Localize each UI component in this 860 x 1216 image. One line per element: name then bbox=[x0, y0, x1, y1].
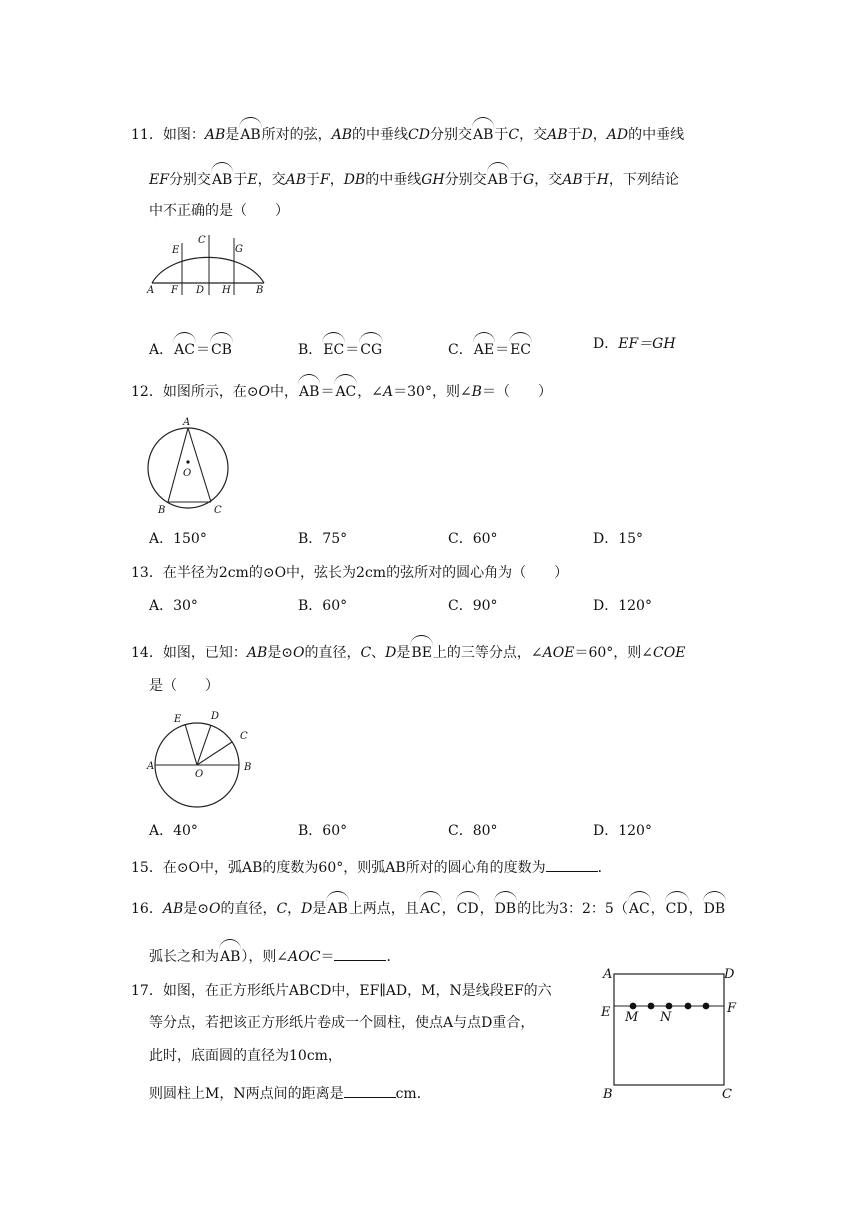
q14-var: AB bbox=[246, 645, 268, 661]
fig-label: H bbox=[222, 285, 231, 296]
q16-text: 16． bbox=[131, 901, 163, 917]
q11-text: ，交 bbox=[257, 172, 286, 188]
arc-label: AC bbox=[174, 342, 195, 358]
arc-symbol bbox=[174, 334, 195, 360]
q16-text: ． bbox=[386, 949, 401, 965]
arc-symbol bbox=[335, 376, 356, 402]
arc-symbol bbox=[629, 893, 650, 919]
q13-option-a[interactable]: A．30° bbox=[149, 598, 198, 614]
q11-var: C bbox=[508, 127, 520, 143]
q14-option-b[interactable]: B．60° bbox=[298, 823, 348, 839]
arc-symbol bbox=[360, 334, 382, 360]
q12-var: A bbox=[383, 384, 394, 400]
q11-text: ，交 bbox=[519, 127, 548, 143]
q11-text: 于 bbox=[582, 172, 597, 188]
q12-option-a[interactable]: A．150° bbox=[149, 531, 207, 547]
q11-text: 的中垂线 bbox=[365, 172, 422, 188]
q13-option-d[interactable]: D．120° bbox=[593, 598, 652, 614]
q11-var: GH bbox=[421, 172, 445, 188]
fig-label: C bbox=[198, 235, 206, 246]
q11-text: 于 bbox=[509, 172, 524, 188]
arc-label: AB bbox=[472, 127, 494, 143]
fig-label: N bbox=[660, 1010, 672, 1025]
q11-text: 于 bbox=[233, 172, 248, 188]
q11-text: 于 bbox=[494, 127, 509, 143]
q15-text: ． bbox=[597, 860, 612, 876]
q11-line3: 中不正确的是（ ） bbox=[149, 203, 289, 219]
arc-label: EC bbox=[323, 342, 345, 358]
q16-text: 弧长之和为 bbox=[149, 949, 219, 965]
answer-blank[interactable] bbox=[546, 857, 598, 872]
option-text: ＝ bbox=[345, 342, 360, 358]
q14-text: 是⊙ bbox=[267, 645, 293, 661]
fig-label: B bbox=[603, 1087, 613, 1102]
arc-symbol bbox=[474, 334, 494, 360]
q11-var: AB bbox=[285, 172, 306, 188]
arc-symbol bbox=[420, 893, 441, 919]
q11-text: 的中垂线 bbox=[352, 127, 409, 143]
arc-label: EC bbox=[510, 342, 531, 358]
arc-symbol bbox=[411, 637, 432, 663]
option-letter: D． bbox=[593, 336, 619, 352]
fig-label: O bbox=[183, 468, 192, 479]
fig-label: D bbox=[196, 285, 205, 296]
q11-text: 所对的弦， bbox=[261, 127, 332, 143]
arc-symbol bbox=[327, 893, 347, 919]
arc-symbol bbox=[457, 893, 479, 919]
q17-text: cm． bbox=[395, 1086, 431, 1102]
arc-symbol bbox=[299, 376, 319, 402]
q17-text: 则圆柱上M，N两点间的距离是 bbox=[149, 1086, 344, 1102]
arc-symbol bbox=[240, 119, 260, 145]
q11-text: 于 bbox=[567, 127, 582, 143]
q11-text: 分别交 bbox=[429, 127, 472, 143]
fig-label: A bbox=[183, 417, 191, 428]
fig-label: C bbox=[214, 505, 222, 516]
arc-label: AC bbox=[628, 901, 650, 917]
q14-text: 、 bbox=[371, 645, 386, 661]
q11-figure bbox=[146, 233, 276, 298]
q11-text: 分别交 bbox=[168, 172, 211, 188]
arc-symbol bbox=[495, 893, 517, 919]
fig-label: O bbox=[195, 769, 204, 780]
fig-label: A bbox=[147, 761, 155, 772]
q12-text: 12．如图所示，在⊙ bbox=[131, 384, 259, 400]
q16-var: O bbox=[208, 901, 221, 917]
q16-text: 的比为3：2：5（ bbox=[517, 901, 628, 917]
arc-label: AC bbox=[419, 901, 441, 917]
q11-var: AD bbox=[606, 127, 629, 143]
q16-text: 上两点，且 bbox=[348, 901, 419, 917]
fig-label: D bbox=[724, 967, 735, 982]
q12-figure bbox=[143, 416, 243, 516]
q14-figure bbox=[145, 708, 260, 808]
q16-text: ），则∠ bbox=[241, 949, 289, 965]
arc-label: AB bbox=[211, 172, 233, 188]
q13-stem: 13．在半径为2cm的⊙O中，弦长为2cm的弦所对的圆心角为（ ） bbox=[131, 565, 569, 581]
q16-text: ， bbox=[441, 901, 456, 917]
arc-symbol bbox=[704, 893, 726, 919]
q17-line2: 等分点，若把该正方形纸片卷成一个圆柱，使点A与点D重合， bbox=[149, 1015, 535, 1031]
arc-label: BE bbox=[411, 645, 432, 661]
arc-symbol bbox=[220, 941, 240, 967]
fig-label: F bbox=[727, 1001, 737, 1016]
q14-option-c[interactable]: C．80° bbox=[448, 823, 498, 839]
option-letter: A． bbox=[149, 342, 174, 358]
q12-text: ＝30°，则∠ bbox=[393, 384, 472, 400]
q12-text: ＝ bbox=[320, 384, 335, 400]
q16-text: 是⊙ bbox=[183, 901, 209, 917]
q14-text: 上的三等分点，∠ bbox=[432, 645, 543, 661]
q14-var: D bbox=[385, 645, 397, 661]
fig-label: M bbox=[625, 1010, 639, 1025]
q17-line3: 此时，底面圆的直径为10cm， bbox=[149, 1048, 342, 1064]
q16-var: C bbox=[276, 901, 288, 917]
q16-line1 bbox=[131, 893, 726, 919]
q11-text: 是 bbox=[225, 127, 240, 143]
q11-var: G bbox=[523, 172, 535, 188]
q14-var: AOE bbox=[542, 645, 575, 661]
q11-var: E bbox=[247, 172, 258, 188]
q12-stem bbox=[131, 376, 552, 402]
q16-text: ， bbox=[650, 901, 665, 917]
q11-text: ，交 bbox=[534, 172, 563, 188]
arc-label: CG bbox=[360, 342, 383, 358]
arc-symbol bbox=[211, 334, 232, 360]
arc-symbol bbox=[488, 164, 508, 190]
q11-option-a[interactable] bbox=[149, 334, 233, 360]
arc-label: DB bbox=[703, 901, 726, 917]
q11-var: D bbox=[581, 127, 593, 143]
fig-label: B bbox=[158, 505, 166, 516]
q14-text: 的直径， bbox=[304, 645, 361, 661]
arc-label: CD bbox=[456, 901, 479, 917]
option-text: ＝ bbox=[195, 342, 210, 358]
fig-label: E bbox=[174, 714, 182, 725]
q15-text: 15．在⊙O中，弧AB的度数为60°，则弧AB所对的圆心角的度数为 bbox=[131, 860, 546, 876]
q16-text: 是 bbox=[312, 901, 327, 917]
fig-label: B bbox=[256, 285, 264, 296]
q11-var: EF bbox=[149, 172, 169, 188]
fig-label: E bbox=[601, 1005, 611, 1020]
q11-line2 bbox=[149, 164, 679, 190]
q14-text: ＝60°，则∠ bbox=[574, 645, 654, 661]
q11-var: F bbox=[319, 172, 330, 188]
q14-text: 14．如图，已知： bbox=[131, 645, 247, 661]
q11-option-b[interactable] bbox=[298, 334, 383, 360]
arc-symbol bbox=[666, 893, 688, 919]
q11-var: AB bbox=[562, 172, 583, 188]
q12-text: ＝（ ） bbox=[481, 384, 552, 400]
q12-text: ，∠ bbox=[357, 384, 383, 400]
q14-option-d[interactable]: D．120° bbox=[593, 823, 652, 839]
q12-var: O bbox=[258, 384, 271, 400]
q16-text: ＝ bbox=[320, 949, 335, 965]
fig-label: G bbox=[235, 244, 243, 255]
arc-symbol bbox=[473, 119, 493, 145]
arc-symbol bbox=[323, 334, 344, 360]
q12-var: B bbox=[471, 384, 482, 400]
arc-label: AB bbox=[220, 949, 241, 965]
q11-var: H bbox=[596, 172, 609, 188]
q13-option-b[interactable]: B．60° bbox=[298, 598, 348, 614]
q11-text: ，下列结论 bbox=[608, 172, 679, 188]
q11-text: ， bbox=[592, 127, 607, 143]
q17-line4 bbox=[149, 1083, 431, 1104]
answer-blank[interactable] bbox=[334, 946, 386, 961]
q11-text: ， bbox=[329, 172, 344, 188]
q16-line2 bbox=[149, 941, 400, 967]
fig-label: B bbox=[244, 762, 252, 773]
fig-label: D bbox=[211, 711, 220, 722]
q11-text: 分别交 bbox=[444, 172, 487, 188]
q16-text: 的直径， bbox=[220, 901, 277, 917]
q12-option-c[interactable]: C．60° bbox=[448, 531, 498, 547]
q11-text: 11．如图： bbox=[131, 127, 205, 143]
option-letter: C． bbox=[448, 342, 473, 358]
q12-option-b[interactable]: B．75° bbox=[298, 531, 348, 547]
q15-stem bbox=[131, 857, 612, 878]
arc-label: AE bbox=[473, 342, 495, 358]
option-text: ＝ bbox=[495, 342, 510, 358]
q14-var: O bbox=[292, 645, 305, 661]
q16-text: ， bbox=[287, 901, 302, 917]
arc-symbol bbox=[510, 334, 531, 360]
arc-label: DB bbox=[494, 901, 517, 917]
q11-text: 的中垂线 bbox=[628, 127, 685, 143]
fig-label: C bbox=[240, 731, 248, 742]
q17-figure bbox=[598, 963, 738, 1103]
q11-text: 于 bbox=[305, 172, 320, 188]
arc-symbol bbox=[212, 164, 232, 190]
q12-option-d[interactable]: D．15° bbox=[593, 531, 644, 547]
q11-option-d[interactable] bbox=[593, 334, 676, 354]
fig-label: F bbox=[171, 285, 178, 296]
q11-option-c[interactable] bbox=[448, 334, 532, 360]
fig-label: A bbox=[603, 967, 613, 982]
q14-line2: 是（ ） bbox=[149, 678, 219, 694]
arc-label: AC bbox=[335, 384, 357, 400]
q11-var: AB bbox=[204, 127, 226, 143]
answer-blank[interactable] bbox=[344, 1083, 396, 1098]
q14-var: COE bbox=[653, 645, 686, 661]
q11-var: CD bbox=[408, 127, 430, 143]
q12-text: 中， bbox=[270, 384, 299, 400]
q11-var: AB bbox=[331, 127, 353, 143]
q16-text: ， bbox=[688, 901, 703, 917]
q16-var: AOC bbox=[288, 949, 321, 965]
fig-label: A bbox=[147, 285, 155, 296]
option-text: EF＝GH bbox=[618, 336, 676, 352]
q14-line1 bbox=[131, 637, 685, 663]
q14-option-a[interactable]: A．40° bbox=[149, 823, 198, 839]
arc-label: CB bbox=[210, 342, 232, 358]
fig-label: E bbox=[172, 245, 180, 256]
option-letter: B． bbox=[298, 342, 323, 358]
arc-label: AB bbox=[487, 172, 509, 188]
q11-var: DB bbox=[343, 172, 366, 188]
q14-text: 是 bbox=[396, 645, 411, 661]
arc-label: CD bbox=[665, 901, 688, 917]
q16-var: D bbox=[301, 901, 313, 917]
arc-label: AB bbox=[327, 901, 348, 917]
q16-text: ， bbox=[479, 901, 494, 917]
arc-label: AB bbox=[240, 127, 261, 143]
q13-option-c[interactable]: C．90° bbox=[448, 598, 498, 614]
q17-line1: 17．如图，在正方形纸片ABCD中，EF∥AD，M，N是线段EF的六 bbox=[131, 983, 552, 999]
q14-var: C bbox=[360, 645, 372, 661]
q11-var: AB bbox=[547, 127, 568, 143]
q11-line1 bbox=[131, 119, 684, 145]
q16-var: AB bbox=[162, 901, 184, 917]
arc-label: AB bbox=[299, 384, 320, 400]
fig-label: C bbox=[722, 1087, 732, 1102]
